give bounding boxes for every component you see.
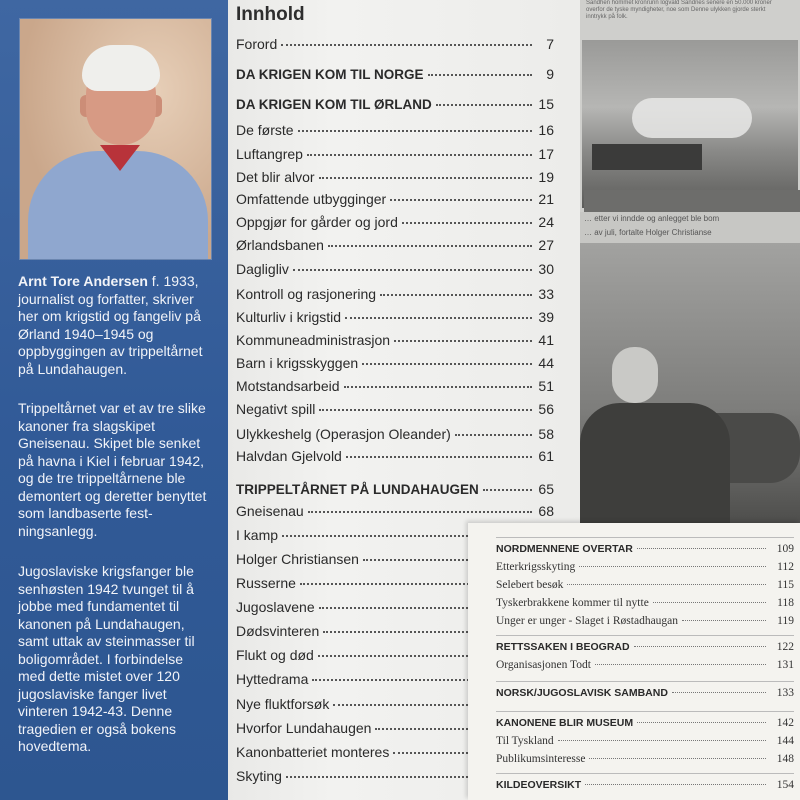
toc-entry-title: Flukt og død <box>236 647 314 663</box>
dot-leader <box>362 363 532 365</box>
toc-entry <box>236 355 554 375</box>
toc-entry <box>236 332 554 352</box>
book-description-2: Jugoslaviske krigsfanger ble senhøsten 1942 tvunget til å jobbe med fundamentet til kanonen på Lundahaugen, samt uttak av steinmasser til boligområdet. I forbindelse med dette mistet over 120 jugoslaviske fanger livet vinteren 1942-43. Denne tragedien er også bokens hovedtema. <box>18 563 195 754</box>
photo-caption: Sandhen hommet kronrunn logvald Sandnes senere en 50.000 kroner overfor de tyske myndigheter, noe som Denne ulykken gjorde sterkt inntrykk på folk. <box>586 0 772 20</box>
toc-entry-page: 7 <box>546 36 554 52</box>
author-bio <box>18 273 214 378</box>
section-rule <box>496 681 794 682</box>
toc-entry <box>236 191 554 211</box>
toc-entry <box>236 481 554 501</box>
toc-entry-title: Motstandsarbeid <box>236 378 340 394</box>
dot-leader <box>328 245 532 247</box>
dot-leader <box>672 692 766 693</box>
toc-entry-page: 118 <box>777 597 794 609</box>
toc-entry-title: Selebert besøk <box>496 579 564 591</box>
toc-entry-title: Etterkrigsskyting <box>496 561 576 573</box>
toc-entry-page: 122 <box>776 641 794 653</box>
section-rule <box>496 537 794 538</box>
dot-leader <box>402 222 532 224</box>
toc-entry <box>236 169 554 189</box>
toc-entry-page: 148 <box>776 753 794 765</box>
toc-entry <box>236 261 554 281</box>
toc-entry-page: 17 <box>538 146 554 162</box>
toc-entry-title: Omfattende utbygginger <box>236 191 387 207</box>
toc-entry-page: 15 <box>538 96 554 112</box>
toc-entry <box>496 561 794 579</box>
toc-entry <box>236 378 554 398</box>
toc-entry-title: Tyskerbrakkene kommer til nytte <box>496 597 649 609</box>
toc-entry <box>496 543 794 561</box>
toc-entry-title: Unger er unger - Slaget i Røstadhaugan <box>496 615 679 627</box>
toc-entry-title: De første <box>236 122 294 138</box>
toc-entry-page: 39 <box>538 309 554 325</box>
strip-line-2: … av juli, fortalte Holger Christianse <box>584 228 712 237</box>
toc-entry-title: KANONENE BLIR MUSEUM <box>496 717 634 729</box>
toc-entry-page: 133 <box>776 687 794 699</box>
toc-entry-title: Kanonbatteriet monteres <box>236 744 390 760</box>
dot-leader <box>455 434 532 436</box>
dot-leader <box>585 784 766 785</box>
dot-leader <box>634 646 766 647</box>
dot-leader <box>436 104 532 106</box>
toc-entry <box>496 641 794 659</box>
toc-entry-title: Dagligliv <box>236 261 289 277</box>
toc-entry-page: 131 <box>776 659 794 671</box>
toc-entry <box>236 146 554 166</box>
dot-leader <box>653 602 766 603</box>
dot-leader <box>298 130 532 132</box>
toc-entry <box>236 448 554 468</box>
strip-line-1: … etter vi inndde og anlegget ble bom <box>584 214 720 223</box>
toc-entry-page: 16 <box>538 122 554 138</box>
author-bio-text: f. 1933, journalist og forfatter, skriver her om krigstid og fangeliv på Ørland 1940–1945 og oppbyggingen av trippeltårnet på Lundahaugen. <box>18 273 203 377</box>
section-rule <box>496 711 794 712</box>
toc-entry-page: 109 <box>776 543 794 555</box>
toc-entry-page: 144 <box>776 735 794 747</box>
dot-leader <box>346 456 532 458</box>
toc-entry-title: Holger Christiansen <box>236 551 359 567</box>
toc-entry-title: Kontroll og rasjonering <box>236 286 377 302</box>
toc-entry <box>496 753 794 771</box>
toc-entry <box>496 615 794 633</box>
toc-entry-title: Russerne <box>236 575 296 591</box>
toc-entry-page: 27 <box>538 237 554 253</box>
toc-entry <box>236 36 554 56</box>
toc-entry-page: 142 <box>776 717 794 729</box>
toc-entry-title: Ørlandsbanen <box>236 237 324 253</box>
dot-leader <box>428 74 532 76</box>
toc-entry-title: Det blir alvor <box>236 169 315 185</box>
dot-leader <box>579 566 766 567</box>
toc-entry-title: Nye fluktforsøk <box>236 696 330 712</box>
toc-entry <box>496 717 794 735</box>
toc-entry-title: Jugoslavene <box>236 599 315 615</box>
toc-entry-title: I kamp <box>236 527 279 543</box>
dot-leader <box>380 294 532 296</box>
dot-leader <box>394 340 532 342</box>
soldier-photo <box>580 243 800 523</box>
toc-entry-title: Halvdan Gjelvold <box>236 448 342 464</box>
toc-entry-title: Kulturliv i krigstid <box>236 309 342 325</box>
toc-entry-title: Luftangrep <box>236 146 303 162</box>
toc-entry-title: NORDMENNENE OVERTAR <box>496 543 633 555</box>
toc-entry-page: 33 <box>538 286 554 302</box>
toc-entry-page: 30 <box>538 261 554 277</box>
dot-leader <box>682 620 766 621</box>
toc-entry <box>236 401 554 421</box>
dot-leader <box>567 584 766 585</box>
toc-entry-title: Hvorfor Lundahaugen <box>236 720 372 736</box>
toc-entry <box>236 66 554 86</box>
toc-entry <box>236 286 554 306</box>
toc-entry-title: Ulykkeshelg (Operasjon Oleander) <box>236 426 451 442</box>
toc-entry-page: 154 <box>776 779 794 791</box>
train-photo <box>582 40 798 208</box>
toc-entry-title: Organisasjonen Todt <box>496 659 591 671</box>
dot-leader <box>308 511 532 513</box>
toc-entry-title: Hyttedrama <box>236 671 309 687</box>
toc-entry-title: Publikumsinteresse <box>496 753 586 765</box>
toc-entry-title: Dødsvinteren <box>236 623 320 639</box>
author-name: Arnt Tore Andersen <box>18 273 148 289</box>
dot-leader <box>589 758 766 759</box>
toc-entry <box>496 735 794 753</box>
toc-heading: Innhold <box>236 4 305 25</box>
toc-entry-page: 24 <box>538 214 554 230</box>
photo-text-strip <box>580 212 800 243</box>
toc-entry-page: 65 <box>538 481 554 497</box>
toc-entry-title: RETTSSAKEN I BEOGRAD <box>496 641 630 653</box>
toc-entry-title: Gneisenau <box>236 503 304 519</box>
dot-leader <box>345 317 532 319</box>
toc-entry <box>496 659 794 677</box>
toc-entry-page: 9 <box>546 66 554 82</box>
dot-leader <box>558 740 766 741</box>
dot-leader <box>637 722 766 723</box>
toc-entry-title: TRIPPELTÅRNET PÅ LUNDAHAUGEN <box>236 482 479 497</box>
toc-entry <box>496 687 794 705</box>
dot-leader <box>293 269 532 271</box>
toc-entry-page: 119 <box>777 615 794 627</box>
dot-leader <box>390 199 532 201</box>
toc-entry-title: KILDEOVERSIKT <box>496 779 582 791</box>
toc-entry-page: 58 <box>538 426 554 442</box>
toc-entry <box>236 122 554 142</box>
toc-entry <box>236 214 554 234</box>
toc-entry-page: 44 <box>538 355 554 371</box>
toc-entry <box>496 579 794 597</box>
toc-continued-page <box>468 523 800 800</box>
toc-entry-title: Forord <box>236 36 278 52</box>
toc-entry <box>236 96 554 116</box>
book-description-1: Trippeltårnet var et av tre slike kanoner fra slagskipet Gneisenau. Skipet ble senket på havna i Kiel i februar 1942, og de tre trippeltårnene ble demontert og deretter benyttet som landbaserte festningsanlegg. <box>18 400 207 539</box>
toc-entry-title: Skyting <box>236 768 282 784</box>
train-photo-page <box>580 0 800 243</box>
toc-entry <box>236 426 554 446</box>
toc-entry-page: 21 <box>538 191 554 207</box>
author-panel <box>0 0 228 800</box>
toc-entry-page: 68 <box>538 503 554 519</box>
toc-entry-title: Negativt spill <box>236 401 316 417</box>
toc-entry-title: Barn i krigsskyggen <box>236 355 359 371</box>
dot-leader <box>319 177 532 179</box>
dot-leader <box>344 386 532 388</box>
section-rule <box>496 635 794 636</box>
dot-leader <box>483 489 532 491</box>
dot-leader <box>319 409 532 411</box>
toc-entry <box>496 597 794 615</box>
toc-entry <box>496 779 794 797</box>
toc-entry-title: Til Tyskland <box>496 735 554 747</box>
toc-entry <box>236 237 554 257</box>
dot-leader <box>595 664 766 665</box>
toc-entry-page: 61 <box>538 448 554 464</box>
section-rule <box>496 773 794 774</box>
toc-entry-title: NORSK/JUGOSLAVISK SAMBAND <box>496 687 668 699</box>
toc-entry-page: 56 <box>538 401 554 417</box>
toc-entry-title: DA KRIGEN KOM TIL ØRLAND <box>236 97 432 112</box>
toc-entry-page: 41 <box>538 332 554 348</box>
toc-entry <box>236 309 554 329</box>
author-portrait <box>19 18 212 260</box>
dot-leader <box>281 44 532 46</box>
toc-entry-title: Kommuneadministrasjon <box>236 332 391 348</box>
toc-entry <box>236 503 554 523</box>
toc-entry-page: 19 <box>538 169 554 185</box>
toc-entry-title: Oppgjør for gårder og jord <box>236 214 398 230</box>
toc-entry-title: DA KRIGEN KOM TIL NORGE <box>236 67 424 82</box>
toc-entry-page: 51 <box>538 378 554 394</box>
dot-leader <box>307 154 532 156</box>
dot-leader <box>637 548 766 549</box>
toc-entry-page: 112 <box>777 561 794 573</box>
toc-entry-page: 115 <box>777 579 794 591</box>
